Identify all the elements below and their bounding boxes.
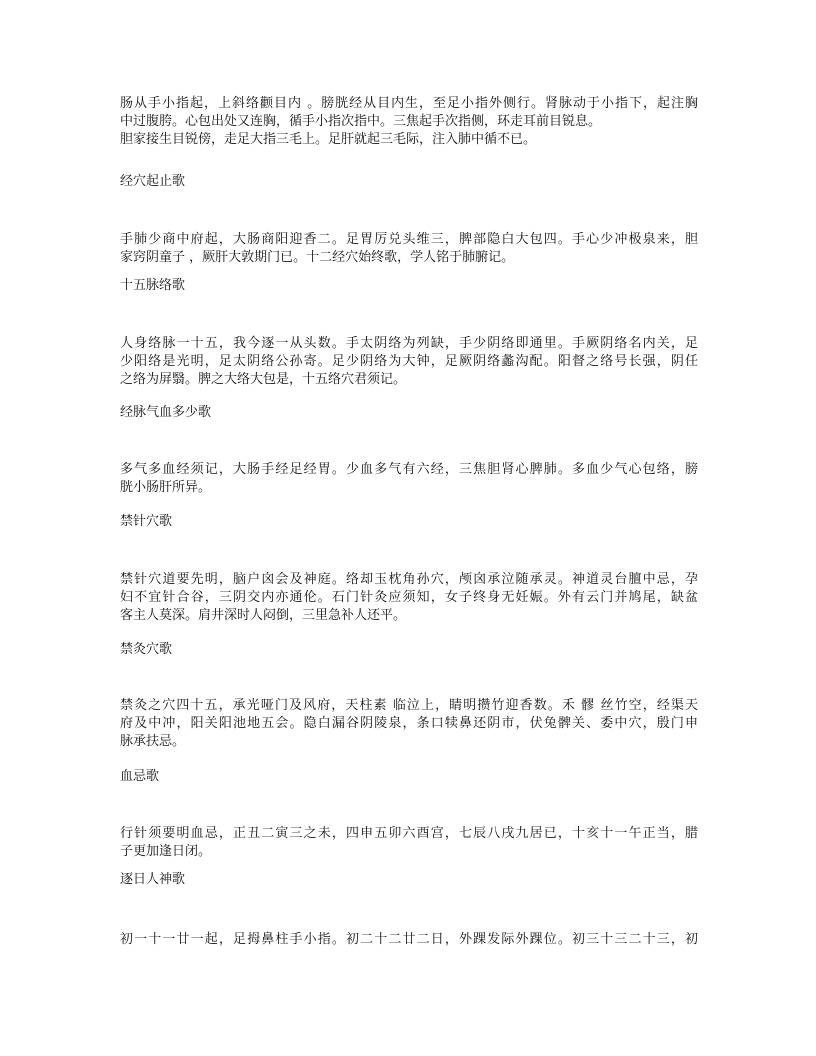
text-line: 妇不宜针合谷，三阴交内亦通伦。石门针灸应须知，女子终身无妊娠。外有云门并鸠尾，缺盆 — [120, 590, 698, 605]
text-line: 多气多血经须记，大肠手经足经胃。少血多气有六经，三焦胆肾心脾肺。多血少气心包络，膀 — [120, 462, 698, 477]
text-line: 禁针穴道要先明，脑户囟会及神庭。络却玉枕角孙穴，颅囟承泣随承灵。神道灵台膻中忌，孕 — [120, 572, 698, 587]
section-paragraph — [120, 231, 698, 267]
text-line: 初一十一廿一起，足拇鼻柱手小指。初二十二廿二日，外踝发际外踝位。初三十三二十三，初 — [120, 932, 698, 947]
text-line: 府及中冲，阳关阳池地五会。隐白漏谷阴陵泉，条口犊鼻还阴市，伏兔髀关、委中穴，殷门申 — [120, 716, 698, 731]
text-line: 人身络脉一十五，我今逐一从头数。手太阴络为列缺，手少阴络即通里。手厥阴络名内关，足 — [120, 336, 698, 351]
text-line: 少阳络是光明，足太阴络公孙寄。足少阴络为大钟，足厥阴络蠡沟配。阳督之络号长强，阴任 — [120, 354, 698, 369]
section-heading: 逐日人神歌 — [120, 872, 186, 887]
section-heading: 血忌歌 — [120, 769, 160, 784]
text-line: 中过腹胯。心包出处又连胸，循手小指次指中。三焦起手次指侧，环走耳前目锐息。 — [120, 114, 602, 129]
section-paragraph — [120, 825, 698, 861]
text-line: 胱小肠肝所异。 — [120, 480, 212, 495]
section-paragraph — [120, 697, 698, 751]
text-line: 家窍阴童子 ，厥肝大敦期门已。十二经穴始终歌，学人铭于肺腑记。 — [120, 250, 515, 265]
text-line: 之络为屏翳。脾之大络大包是，十五络穴君须记。 — [120, 372, 407, 387]
section-paragraph — [120, 335, 698, 389]
text-line: 禁灸之穴四十五，承光哑门及风府，天柱素 临泣上，睛明攒竹迎香数。禾 髎 丝竹空，经渠天 — [120, 698, 698, 713]
section-heading: 禁针穴歌 — [120, 514, 173, 529]
text-line: 胆家接生目锐傍，走足大指三毛上。足肝就起三毛际，注入肺中循不已。 — [120, 132, 537, 147]
section-paragraph — [120, 571, 698, 625]
section-heading: 禁灸穴歌 — [120, 642, 173, 657]
section-paragraph — [120, 461, 698, 497]
text-line: 客主人莫深。肩井深时人闷倒，三里急补人还平。 — [120, 608, 407, 623]
text-line: 手肺少商中府起，大肠商阳迎香二。足胃厉兑头维三，脾部隐白大包四。手心少冲极泉来，胆 — [120, 232, 698, 247]
text-line: 子更加逢日闭。 — [120, 844, 212, 859]
text-line: 行针须要明血忌，正丑二寅三之未，四申五卯六酉宫，七辰八戌九居已，十亥十一午正当，腊 — [120, 826, 698, 841]
text-line: 肠从手小指起，上斜络颧目内 。膀胱经从目内生，至足小指外侧行。肾脉动于小指下，起注胸 — [120, 96, 698, 111]
intro-paragraph — [120, 95, 698, 149]
section-paragraph — [120, 931, 698, 949]
section-heading: 经穴起止歌 — [120, 174, 186, 189]
section-heading: 十五脉络歌 — [120, 278, 186, 293]
section-heading: 经脉气血多少歌 — [120, 405, 212, 420]
text-line: 脉承扶忌。 — [120, 734, 186, 749]
